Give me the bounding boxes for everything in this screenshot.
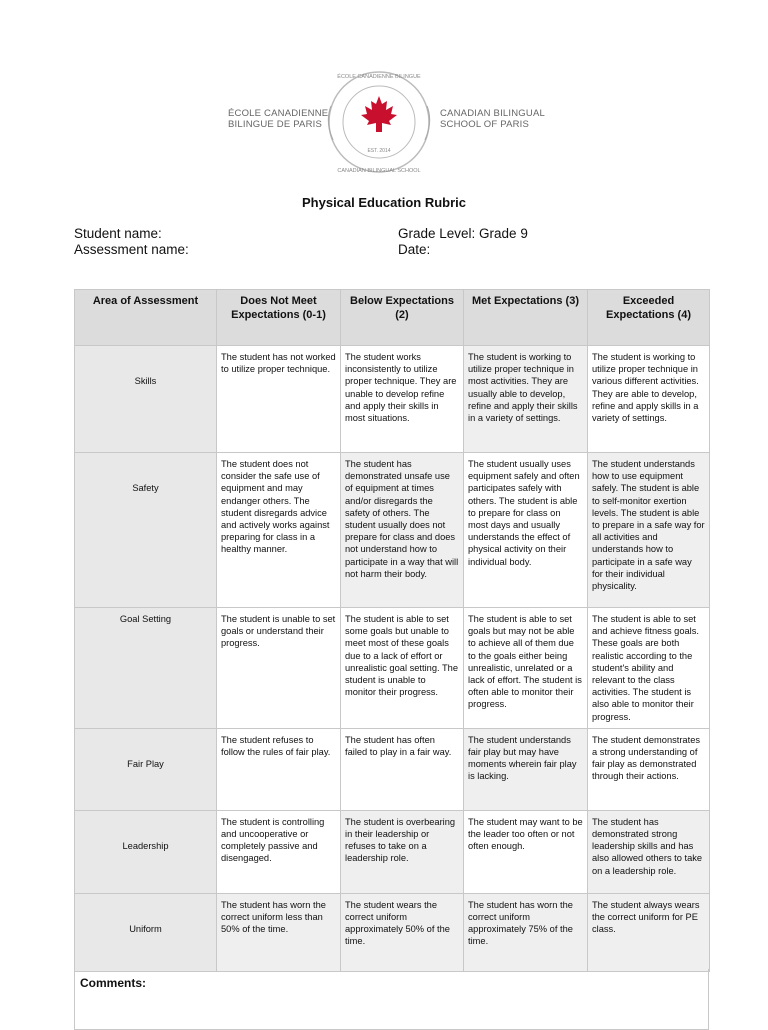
rubric-table	[74, 289, 710, 972]
area-label: Goal Setting	[119, 614, 172, 624]
seal-top-text: ÉCOLE CANADIENNE BILINGUE	[337, 74, 421, 80]
table-cell: The student does not consider the safe use of equipment and may endanger others. The student disregards advice and actively works against preparing for class in a healthy manner.	[217, 453, 341, 608]
seal-year: EST. 2014	[367, 148, 391, 154]
table-row	[75, 810, 710, 893]
table-header-row	[75, 290, 710, 346]
table-cell: The student is working to utilize proper technique in various different activities. They are able to develop, refine and apply skills in a variety of settings.	[588, 346, 710, 453]
table-cell: The student is overbearing in their leadership or refuses to take on a leadership role.	[341, 810, 464, 893]
school-logo	[0, 68, 768, 178]
table-cell: The student is able to set some goals but unable to meet most of these goals due to a lack of effort or unrealistic goal setting. The student is unable to monitor their progress.	[341, 608, 464, 729]
table-row	[75, 453, 710, 608]
table-cell: The student always wears the correct uniform for PE class.	[588, 893, 710, 971]
header-below: Below Expectations (2)	[341, 290, 464, 346]
row-area	[75, 810, 217, 893]
row-area	[75, 346, 217, 453]
student-name-label: Student name:	[74, 226, 162, 241]
row-area	[75, 893, 217, 971]
table-cell: The student is controlling and uncooperative or completely passive and disengaged.	[217, 810, 341, 893]
table-cell: The student has worn the correct uniform approximately 75% of the time.	[464, 893, 588, 971]
area-label: Safety	[132, 483, 159, 493]
table-cell: The student understands fair play but may have moments wherein fair play is lacking.	[464, 728, 588, 810]
row-area	[75, 453, 217, 608]
table-cell: The student is unable to set goals or understand their progress.	[217, 608, 341, 729]
header-exceeded: Exceeded Expectations (4)	[588, 290, 710, 346]
header-does-not-meet: Does Not Meet Expectations (0-1)	[217, 290, 341, 346]
logo-right-line1: CANADIAN BILINGUAL	[440, 108, 545, 119]
header-met: Met Expectations (3)	[464, 290, 588, 346]
grade-info	[398, 226, 528, 258]
page-title: Physical Education Rubric	[302, 195, 466, 210]
comments-box[interactable]	[74, 969, 709, 1030]
table-row	[75, 893, 710, 971]
seal-bottom-text: CANADIAN BILINGUAL SCHOOL	[337, 168, 421, 174]
logo-text-french	[228, 108, 328, 130]
table-cell: The student has not worked to utilize proper technique.	[217, 346, 341, 453]
student-info	[74, 226, 189, 258]
header-area: Area of Assessment	[75, 290, 217, 346]
table-cell: The student usually uses equipment safely and often participates safely with others. The student is able to prepare for class on most days and usually understands the effect of physical activity on their individual body.	[464, 453, 588, 608]
area-label: Fair Play	[127, 758, 164, 769]
table-row	[75, 608, 710, 729]
logo-text-english	[440, 108, 545, 130]
grade-level-label: Grade Level: Grade 9	[398, 226, 528, 241]
area-label: Leadership	[122, 840, 169, 851]
table-cell: The student understands how to use equipment safely. The student is able to self-monitor exertion levels. The student is able to prepare in a safe way for all activities and understands how to participate in a safe way for their individual physicality.	[588, 453, 710, 608]
table-cell: The student has demonstrated strong leadership skills and has also allowed others to take on a leadership role.	[588, 810, 710, 893]
row-area	[75, 608, 217, 729]
logo-right-line2: SCHOOL OF PARIS	[440, 119, 530, 130]
comments-label: Comments:	[80, 976, 147, 990]
table-row	[75, 346, 710, 453]
table-cell: The student is working to utilize proper technique in most activities. They are usually able to develop, refine and apply their skills in a variety of settings.	[464, 346, 588, 453]
date-label: Date:	[398, 242, 431, 257]
assessment-name-label: Assessment name:	[74, 242, 189, 257]
table-row	[75, 728, 710, 810]
table-cell: The student refuses to follow the rules of fair play.	[217, 728, 341, 810]
table-cell: The student has worn the correct uniform less than 50% of the time.	[217, 893, 341, 971]
row-area	[75, 728, 217, 810]
table-cell: The student works inconsistently to utilize proper technique. They are unable to develop refine and apply their skills in most situations.	[341, 346, 464, 453]
table-cell: The student is able to set and achieve fitness goals. These goals are both realistic according to the student's ability and relevant to the class activities. The student is also able to monitor their progress.	[588, 608, 710, 729]
table-cell: The student has demonstrated unsafe use of equipment at times and/or disregards the safety of others. The student usually does not prepare for class and does not understand how to participate in a way that will not harm their body.	[341, 453, 464, 608]
table-cell: The student wears the correct uniform approximately 50% of the time.	[341, 893, 464, 971]
school-seal-icon	[319, 68, 439, 178]
logo-left-line2: BILINGUE DE PARIS	[228, 119, 323, 130]
table-cell: The student is able to set goals but may not be able to achieve all of them due to the goals either being unrealistic, unrelated or a lack of effort. The student is often able to monitor their progress.	[464, 608, 588, 729]
table-cell: The student may want to be the leader too often or not often enough.	[464, 810, 588, 893]
table-cell: The student has often failed to play in a fair way.	[341, 728, 464, 810]
area-label: Uniform	[129, 923, 162, 934]
logo-left-line1: ÉCOLE CANADIENNE	[228, 108, 329, 119]
table-cell: The student demonstrates a strong understanding of fair play as demonstrated through their actions.	[588, 728, 710, 810]
area-label: Skills	[134, 376, 157, 386]
